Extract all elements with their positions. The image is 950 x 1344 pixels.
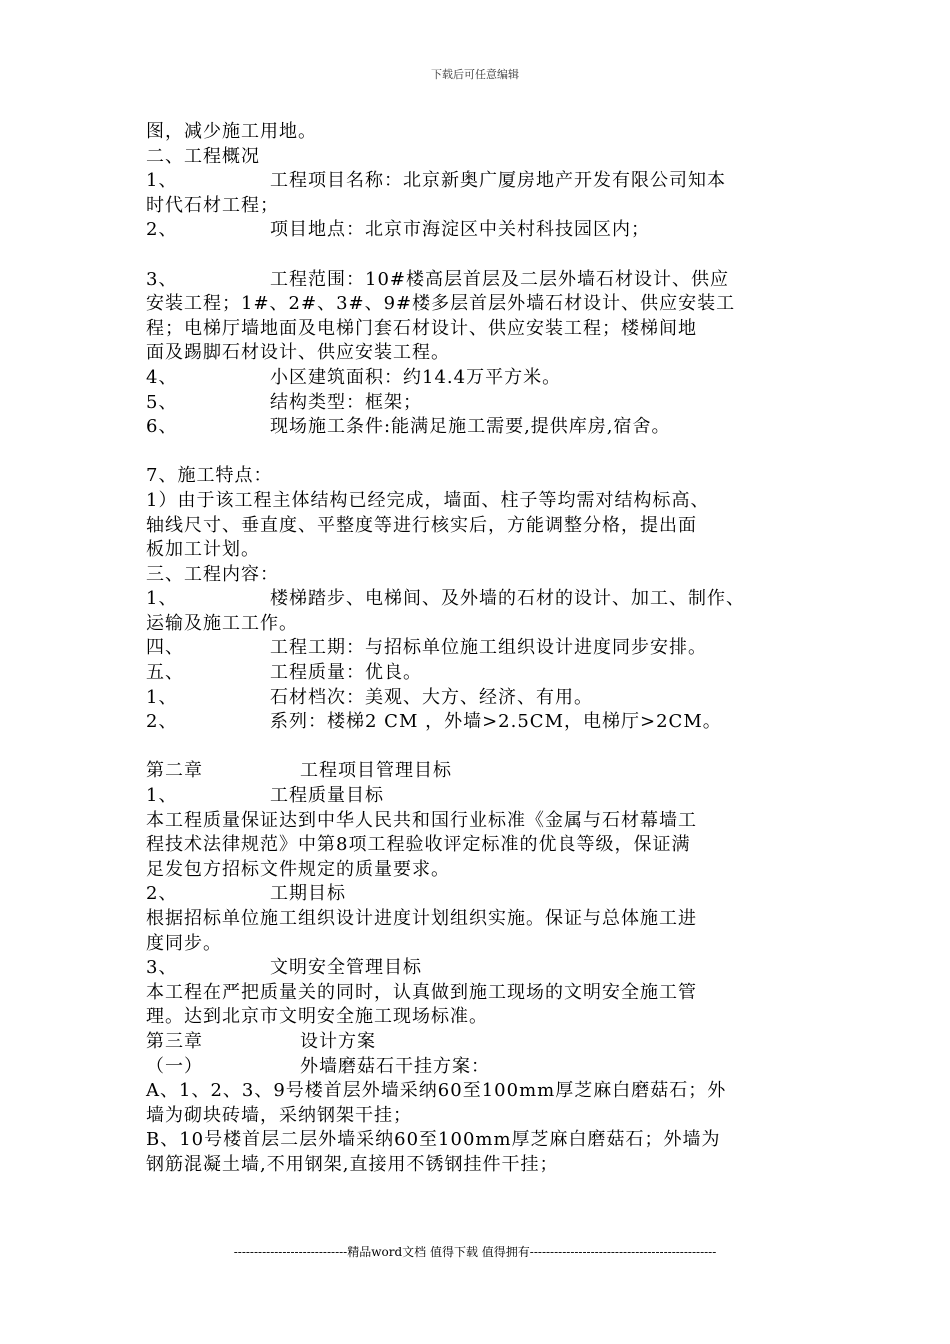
text-line: 墙为砌块砖墙，采纳钢架干挂；: [146, 1104, 412, 1126]
numbered-line: [146, 218, 836, 243]
line-text: 工程范围：10#楼高层首层及二层外墙石材设计、供应: [270, 268, 729, 290]
numbered-line: [146, 1030, 836, 1055]
blank-line: [146, 243, 836, 268]
text-line: 根据招标单位施工组织设计进度计划组织实施。保证与总体施工进: [146, 908, 697, 929]
numbered-line: [146, 268, 836, 293]
line-number: 6、: [146, 416, 178, 438]
text-line: 本工程质量保证达到中华人民共和国行业标准《金属与石材幕墙工: [146, 809, 697, 831]
line-text: 项目地点：北京市海淀区中关村科技园区内；: [270, 219, 650, 241]
line-text: 工程项目管理目标: [300, 760, 452, 782]
line-number: 3、: [146, 957, 178, 979]
blank-line: [146, 440, 836, 465]
line-number: 2、: [146, 219, 178, 241]
text-line: 钢筋混凝土墙,不用钢架,直接用不锈钢挂件干挂；: [146, 1153, 559, 1175]
line-number: 1、: [146, 588, 178, 610]
line-text: 现场施工条件:能满足施工需要,提供库房,宿舍。: [270, 416, 671, 438]
numbered-line: [146, 759, 836, 784]
line-text: 石材档次：美观、大方、经济、有用。: [270, 686, 593, 708]
numbered-line: [146, 415, 836, 440]
blank-line: [146, 735, 836, 760]
numbered-line: [146, 391, 836, 416]
text-line: B、10号楼首层二层外墙采纳60至100mm厚芝麻白磨菇石；外墙为: [146, 1129, 721, 1151]
document-body: [146, 120, 836, 1178]
text-line: 7、施工特点：: [146, 465, 273, 487]
text-line: 运输及施工工作。: [146, 612, 298, 634]
line-text: 工程工期：与招标单位施工组织设计进度同步安排。: [270, 637, 707, 659]
text-line: 理。达到北京市文明安全施工现场标准。: [146, 1006, 488, 1028]
numbered-line: [146, 784, 836, 809]
line-number: 1、: [146, 785, 178, 807]
line-text: 工程项目名称：北京新奥广厦房地产开发有限公司知本: [270, 170, 726, 192]
text-line: 程；电梯厅墙地面及电梯门套石材设计、供应安装工程；楼梯间地: [146, 317, 697, 339]
line-number: 第三章: [146, 1030, 203, 1052]
line-number: 1、: [146, 170, 178, 192]
numbered-line: [146, 366, 836, 391]
line-number: 3、: [146, 268, 178, 290]
page-footer: ----------------------------精品word文档 值得下载 值得拥有----------------------------------------------: [233, 1245, 717, 1259]
text-line: 程技术法律规范》中第8项工程验收评定标准的优良等级，保证满: [146, 834, 691, 856]
line-number: 2、: [146, 711, 178, 733]
numbered-line: [146, 686, 836, 711]
line-number: 1、: [146, 686, 178, 708]
text-line: 时代石材工程；: [146, 194, 279, 216]
line-text: 工程质量目标: [270, 785, 384, 807]
numbered-line: [146, 636, 836, 661]
line-number: 五、: [146, 662, 184, 684]
text-line: 轴线尺寸、垂直度、平整度等进行核实后，方能调整分格，提出面: [146, 514, 697, 536]
text-line: 二、工程概况: [146, 145, 260, 167]
numbered-line: [146, 956, 836, 981]
line-text: 楼梯踏步、电梯间、及外墙的石材的设计、加工、制作、: [270, 588, 745, 610]
line-text: 结构类型：框架；: [270, 391, 422, 413]
line-number: （一）: [146, 1055, 203, 1077]
line-text: 工程质量：优良。: [270, 662, 422, 684]
text-line: 板加工计划。: [146, 539, 260, 561]
numbered-line: [146, 169, 836, 194]
text-line: 面及踢脚石材设计、供应安装工程。: [146, 342, 450, 364]
line-text: 系列：楼梯2 CM ，外墙>2.5CM，电梯厅>2CM。: [270, 711, 722, 733]
numbered-line: [146, 661, 836, 686]
line-text: 设计方案: [300, 1030, 376, 1052]
text-line: A、1、2、3、9号楼首层外墙采纳60至100mm厚芝麻白磨菇石；外: [146, 1080, 727, 1102]
line-number: 4、: [146, 366, 178, 388]
numbered-line: [146, 1055, 836, 1080]
numbered-line: [146, 710, 836, 735]
text-line: 三、工程内容：: [146, 563, 279, 585]
line-number: 2、: [146, 883, 178, 905]
numbered-line: [146, 587, 836, 612]
page-header: 下载后可任意编辑: [431, 68, 519, 81]
line-text: 文明安全管理目标: [270, 957, 422, 979]
line-text: 工期目标: [270, 883, 346, 905]
text-line: 度同步。: [146, 932, 222, 954]
line-number: 四、: [146, 637, 184, 659]
text-line: 足发包方招标文件规定的质量要求。: [146, 858, 450, 880]
line-number: 5、: [146, 391, 178, 413]
text-line: 本工程在严把质量关的同时，认真做到施工现场的文明安全施工管: [146, 981, 697, 1003]
line-text: 外墙磨菇石干挂方案：: [300, 1055, 490, 1077]
line-number: 第二章: [146, 760, 203, 782]
text-line: 图，减少施工用地。: [146, 121, 317, 142]
text-line: 安装工程；1#、2#、3#、9#楼多层首层外墙石材设计、供应安装工: [146, 293, 736, 315]
numbered-line: [146, 882, 836, 907]
text-line: 1）由于该工程主体结构已经完成，墙面、柱子等均需对结构标高、: [146, 489, 710, 511]
line-text: 小区建筑面积：约14.4万平方米。: [270, 366, 562, 388]
